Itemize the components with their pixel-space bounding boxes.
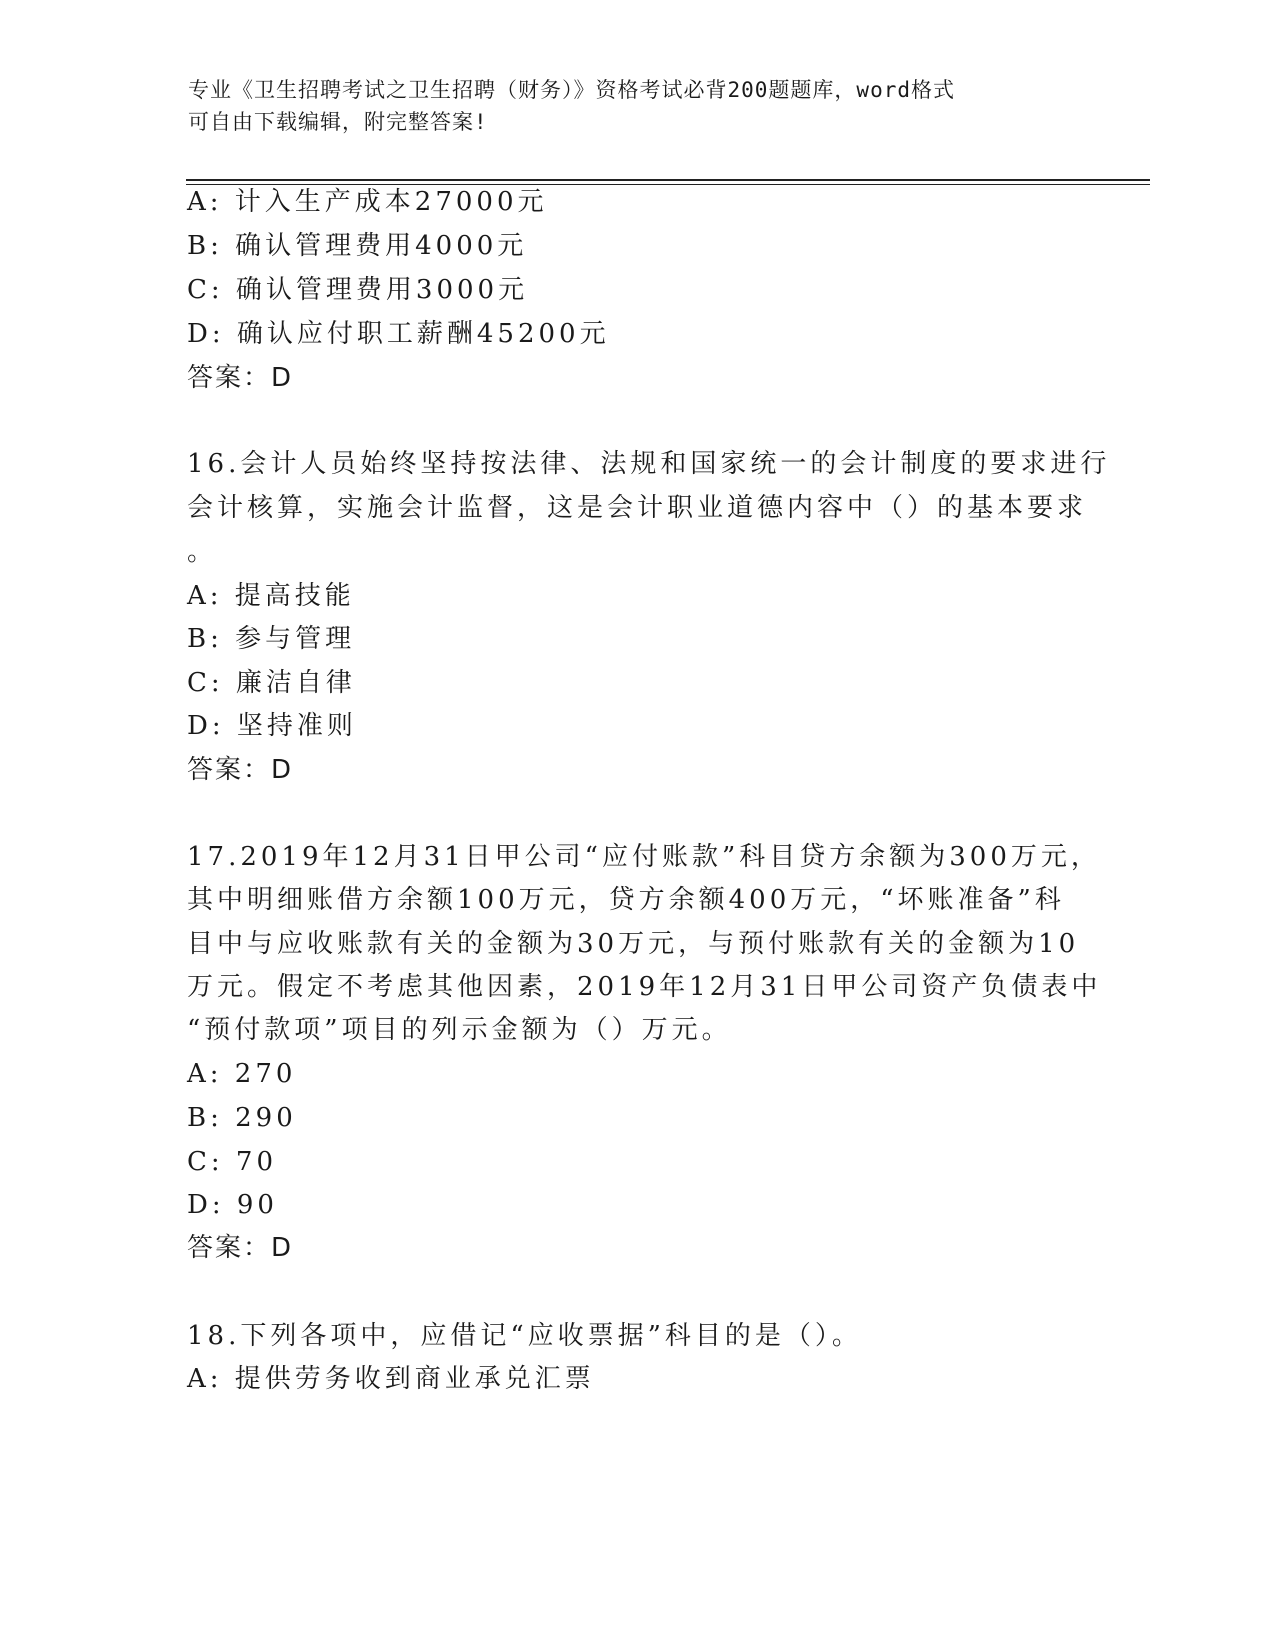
header-rule-thin: [186, 184, 1150, 185]
q15-option-a: A: 计入生产成本27000元: [187, 187, 548, 217]
q16-stem-line-1: 16.会计人员始终坚持按法律、法规和国家统一的会计制度的要求进行: [187, 449, 1111, 479]
q17-option-a: A: 270: [187, 1059, 297, 1089]
q15-option-b: B: 确认管理费用4000元: [187, 231, 528, 261]
q15-option-d: D: 确认应付职工薪酬45200元: [187, 319, 610, 349]
page-header: [188, 74, 1068, 138]
q16-option-b: B: 参与管理: [187, 624, 356, 654]
q17-stem-line-3: 目中与应收账款有关的金额为30万元，与预付账款有关的金额为10: [187, 929, 1080, 959]
q16-option-d: D: 坚持准则: [187, 711, 357, 741]
q16-option-c: C: 廉洁自律: [187, 668, 356, 698]
q15-answer: 答案：D: [187, 363, 294, 393]
q17-answer: 答案：D: [187, 1233, 294, 1263]
q15-option-c: C: 确认管理费用3000元: [187, 275, 529, 305]
q17-stem-line-5: “预付款项”项目的列示金额为（）万元。: [187, 1015, 732, 1045]
q17-stem-line-4: 万元。假定不考虑其他因素，2019年12月31日甲公司资产负债表中: [187, 972, 1102, 1002]
header-line-2: 可自由下载编辑，附完整答案!: [188, 110, 488, 134]
q18-stem-line-1: 18.下列各项中，应借记“应收票据”科目的是（）。: [187, 1321, 862, 1351]
q17-stem-line-1: 17.2019年12月31日甲公司“应付账款”科目贷方余额为300万元，: [187, 842, 1101, 872]
q17-option-c: C: 70: [187, 1147, 278, 1177]
q17-stem-line-2: 其中明细账借方余额100万元，贷方余额400万元，“坏账准备”科: [187, 885, 1065, 915]
header-rule-thick: [186, 179, 1150, 181]
q17-option-d: D: 90: [187, 1190, 278, 1220]
q16-option-a: A: 提高技能: [187, 581, 355, 611]
q16-answer: 答案：D: [187, 755, 294, 785]
header-line-1: 专业《卫生招聘考试之卫生招聘（财务）》资格考试必背200题题库，word格式: [188, 78, 955, 102]
q18-option-a: A: 提供劳务收到商业承兑汇票: [187, 1364, 595, 1394]
q16-stem-line-2: 会计核算，实施会计监督，这是会计职业道德内容中（）的基本要求: [187, 493, 1088, 523]
q17-option-b: B: 290: [187, 1103, 297, 1133]
q16-stem-line-3: 。: [187, 537, 218, 567]
